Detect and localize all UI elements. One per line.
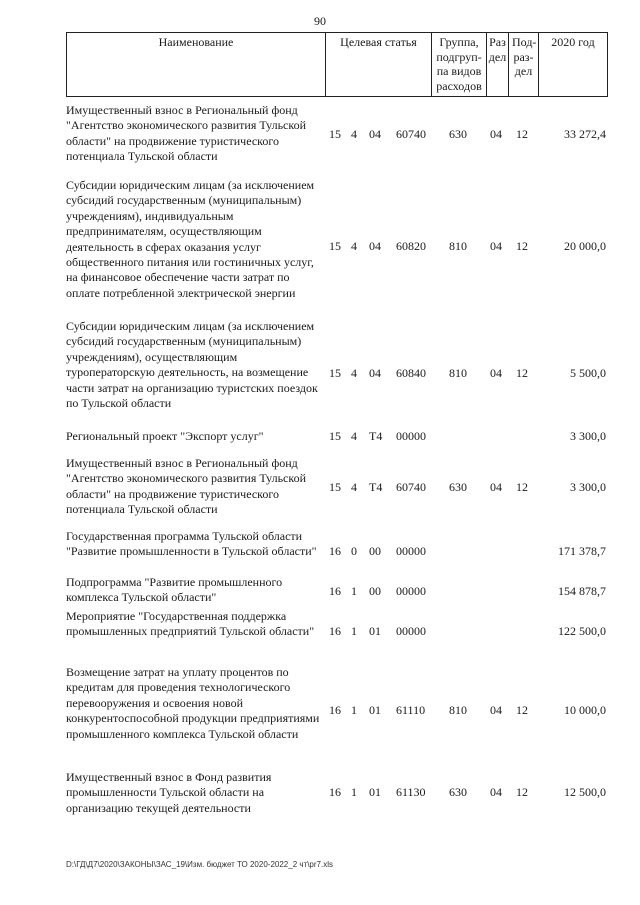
- section: 04: [490, 366, 502, 380]
- code-direction: 60840: [396, 366, 426, 380]
- code-program: 15: [329, 366, 341, 380]
- code-subprogram: 4: [351, 480, 357, 494]
- code-event: 01: [369, 624, 381, 638]
- row-name: Имущественный взнос в Фонд развития промышленности Тульской области на организацию текущей деятельности: [66, 770, 272, 815]
- subsection: 12: [516, 480, 528, 494]
- header-name: Наименование: [67, 33, 326, 96]
- code-direction: 00000: [396, 544, 426, 558]
- row-name: Государственная программа Тульской области "Развитие промышленности в Тульской области": [66, 529, 317, 559]
- code-direction: 60820: [396, 239, 426, 253]
- expense-group: 810: [449, 366, 467, 380]
- amount: 10 000,0: [564, 703, 606, 717]
- subsection: 12: [516, 127, 528, 141]
- row-name: Региональный проект "Экспорт услуг": [66, 429, 264, 443]
- code-subprogram: 0: [351, 544, 357, 558]
- code-subprogram: 1: [351, 703, 357, 717]
- subsection: 12: [516, 239, 528, 253]
- code-program: 16: [329, 703, 341, 717]
- subsection: 12: [516, 785, 528, 799]
- code-subprogram: 4: [351, 429, 357, 443]
- code-program: 15: [329, 127, 341, 141]
- code-direction: 00000: [396, 429, 426, 443]
- code-event: Т4: [369, 480, 383, 494]
- expense-group: 810: [449, 703, 467, 717]
- code-direction: 00000: [396, 584, 426, 598]
- code-program: 15: [329, 429, 341, 443]
- amount: 12 500,0: [564, 785, 606, 799]
- code-event: 04: [369, 366, 381, 380]
- page-number: 90: [314, 14, 326, 28]
- amount: 3 300,0: [570, 429, 606, 443]
- row-name: Мероприятие "Государственная поддержка промышленных предприятий Тульской области": [66, 609, 315, 639]
- row-name: Имущественный взнос в Региональный фонд "Агентство экономического развития Тульской области" на продвижение туристического потенциала Тульской области: [66, 103, 307, 164]
- header-year: 2020 год: [551, 35, 595, 49]
- code-event: 00: [369, 584, 381, 598]
- row-name: Подпрограмма "Развитие промышленного комплекса Тульской области": [66, 575, 283, 605]
- header-group: Группа, подгруп- па видов расходов: [432, 33, 487, 96]
- code-direction: 61110: [396, 703, 426, 717]
- amount: 3 300,0: [570, 480, 606, 494]
- amount: 171 378,7: [558, 544, 606, 558]
- code-event: 01: [369, 785, 381, 799]
- header-subsection: Под- раз- дел: [509, 33, 539, 96]
- code-program: 15: [329, 239, 341, 253]
- row-name: Возмещение затрат на уплату процентов по кредитам для проведения технологического перевооружения и освоения новой конкурентоспособной продукции предприятиями промышленного комплекса Тульской области: [66, 665, 320, 741]
- code-subprogram: 4: [351, 366, 357, 380]
- amount: 122 500,0: [558, 624, 606, 638]
- expense-group: 630: [449, 785, 467, 799]
- code-subprogram: 1: [351, 785, 357, 799]
- expense-group: 630: [449, 127, 467, 141]
- subsection: 12: [516, 703, 528, 717]
- expense-group: 630: [449, 480, 467, 494]
- amount: 33 272,4: [564, 127, 606, 141]
- expense-group: 810: [449, 239, 467, 253]
- row-name: Субсидии юридическим лицам (за исключением субсидий государственным (муниципальным) учреждениям), индивидуальным предпринимателям, осуществляющим деятельность в сферах оказания услуг общественного питания или гостиничных услуг, на финансовое обеспечение части затрат по оплате потребленной электрической энергии: [66, 178, 315, 300]
- header-target: Целевая статья: [326, 33, 432, 96]
- amount: 5 500,0: [570, 366, 606, 380]
- subsection: 12: [516, 366, 528, 380]
- section: 04: [490, 480, 502, 494]
- amount: 154 878,7: [558, 584, 606, 598]
- file-path-footer: D:\ГД\Д7\2020\ЗАКОНЫ\ЗАС_19\Изм. бюджет ТО 2020-2022_2 чт\pr7.xls: [66, 860, 333, 869]
- code-program: 16: [329, 785, 341, 799]
- code-subprogram: 4: [351, 239, 357, 253]
- code-subprogram: 4: [351, 127, 357, 141]
- code-direction: 00000: [396, 624, 426, 638]
- code-event: 04: [369, 239, 381, 253]
- section: 04: [490, 785, 502, 799]
- code-direction: 61130: [396, 785, 426, 799]
- code-program: 16: [329, 584, 341, 598]
- table-header: [66, 32, 608, 97]
- code-direction: 60740: [396, 127, 426, 141]
- row-name: Субсидии юридическим лицам (за исключением субсидий государственным (муниципальным) учреждениям), осуществляющим туроператорскую деятельность, на возмещение части затрат на организацию туристских поездок по Тульской области: [66, 319, 318, 411]
- code-subprogram: 1: [351, 624, 357, 638]
- code-event: 00: [369, 544, 381, 558]
- code-program: 15: [329, 480, 341, 494]
- code-subprogram: 1: [351, 584, 357, 598]
- code-event: 04: [369, 127, 381, 141]
- amount: 20 000,0: [564, 239, 606, 253]
- section: 04: [490, 127, 502, 141]
- header-section: Раз дел: [487, 33, 509, 96]
- code-direction: 60740: [396, 480, 426, 494]
- section: 04: [490, 239, 502, 253]
- code-program: 16: [329, 544, 341, 558]
- code-event: Т4: [369, 429, 383, 443]
- row-name: Имущественный взнос в Региональный фонд "Агентство экономического развития Тульской области" на продвижение туристического потенциала Тульской области: [66, 456, 307, 517]
- section: 04: [490, 703, 502, 717]
- code-event: 01: [369, 703, 381, 717]
- code-program: 16: [329, 624, 341, 638]
